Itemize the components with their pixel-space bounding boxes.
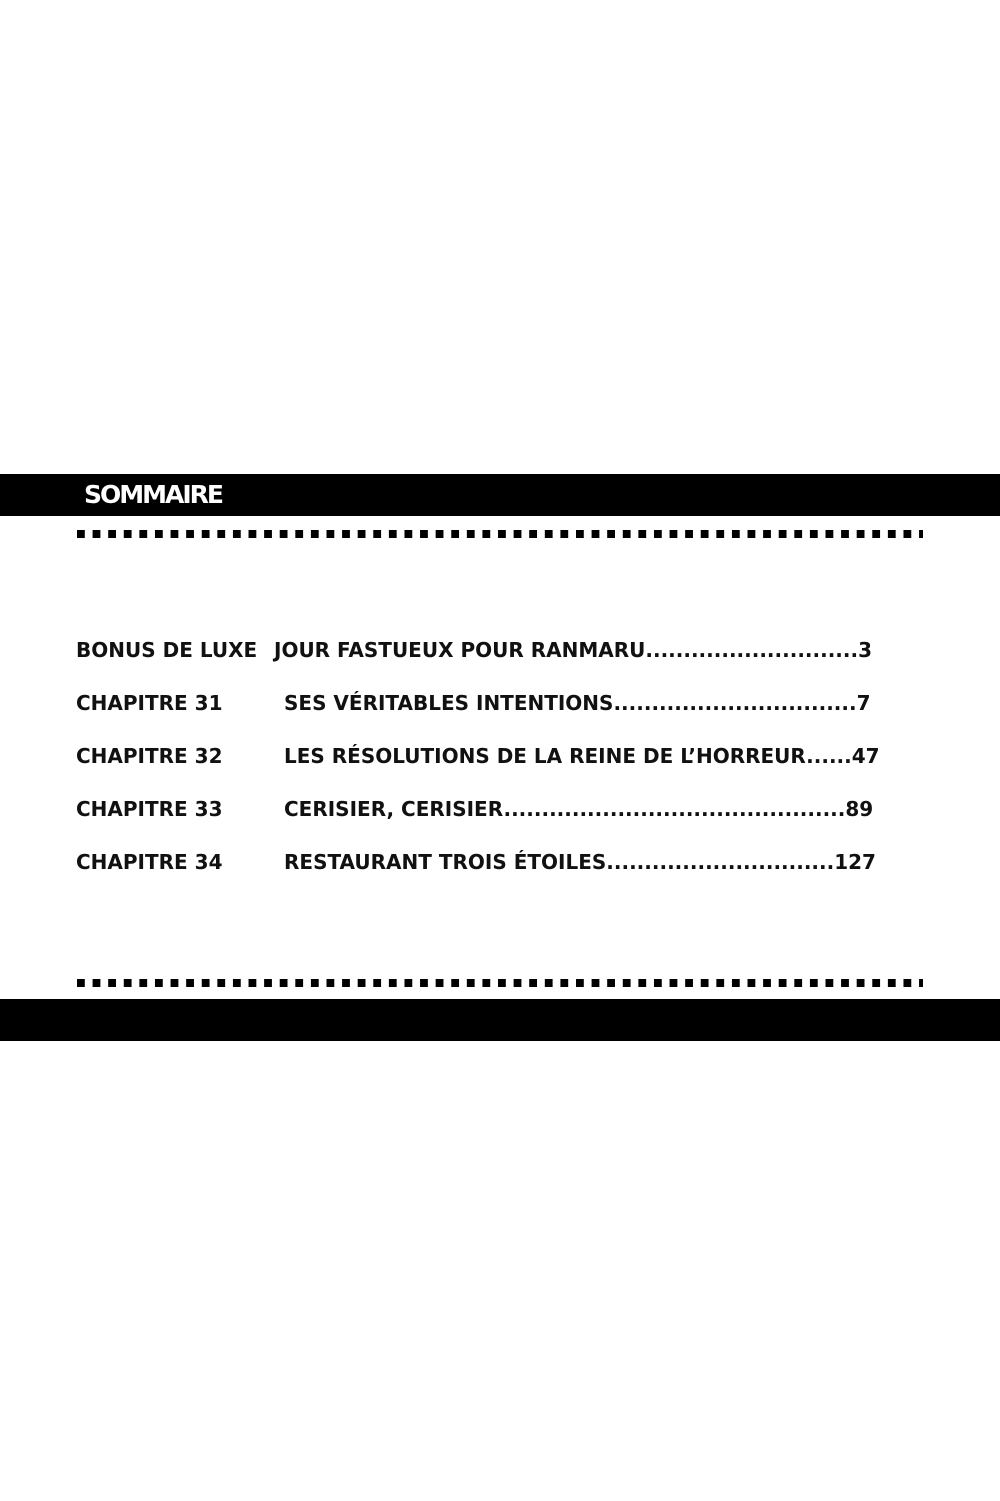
toc-entry-title: JOUR FASTUEUX POUR RANMARU............................3 [274, 638, 873, 662]
toc-entry-label: CHAPITRE 34 [76, 850, 223, 874]
table-of-contents [76, 636, 926, 901]
header-band [0, 474, 1000, 516]
toc-entry-label: CHAPITRE 31 [76, 691, 223, 715]
page-title: SOMMAIRE [84, 480, 222, 509]
toc-entry-chapter-31 [76, 689, 926, 742]
toc-entry-label: BONUS DE LUXE [76, 638, 258, 662]
dotted-divider-bottom [77, 979, 923, 987]
toc-entry-title: LES RÉSOLUTIONS DE LA REINE DE L’HORREUR......47 [284, 744, 880, 768]
toc-entry-bonus [76, 636, 926, 689]
toc-entry-chapter-34 [76, 848, 926, 901]
toc-entry-title: RESTAURANT TROIS ÉTOILES..............................127 [284, 850, 876, 874]
toc-entry-chapter-32 [76, 742, 926, 795]
toc-entry-chapter-33 [76, 795, 926, 848]
toc-entry-label: CHAPITRE 33 [76, 797, 223, 821]
toc-entry-title: CERISIER, CERISIER.............................................89 [284, 797, 874, 821]
dotted-divider-top [77, 530, 923, 538]
toc-entry-title: SES VÉRITABLES INTENTIONS................................7 [284, 691, 871, 715]
toc-entry-label: CHAPITRE 32 [76, 744, 223, 768]
footer-band [0, 999, 1000, 1041]
